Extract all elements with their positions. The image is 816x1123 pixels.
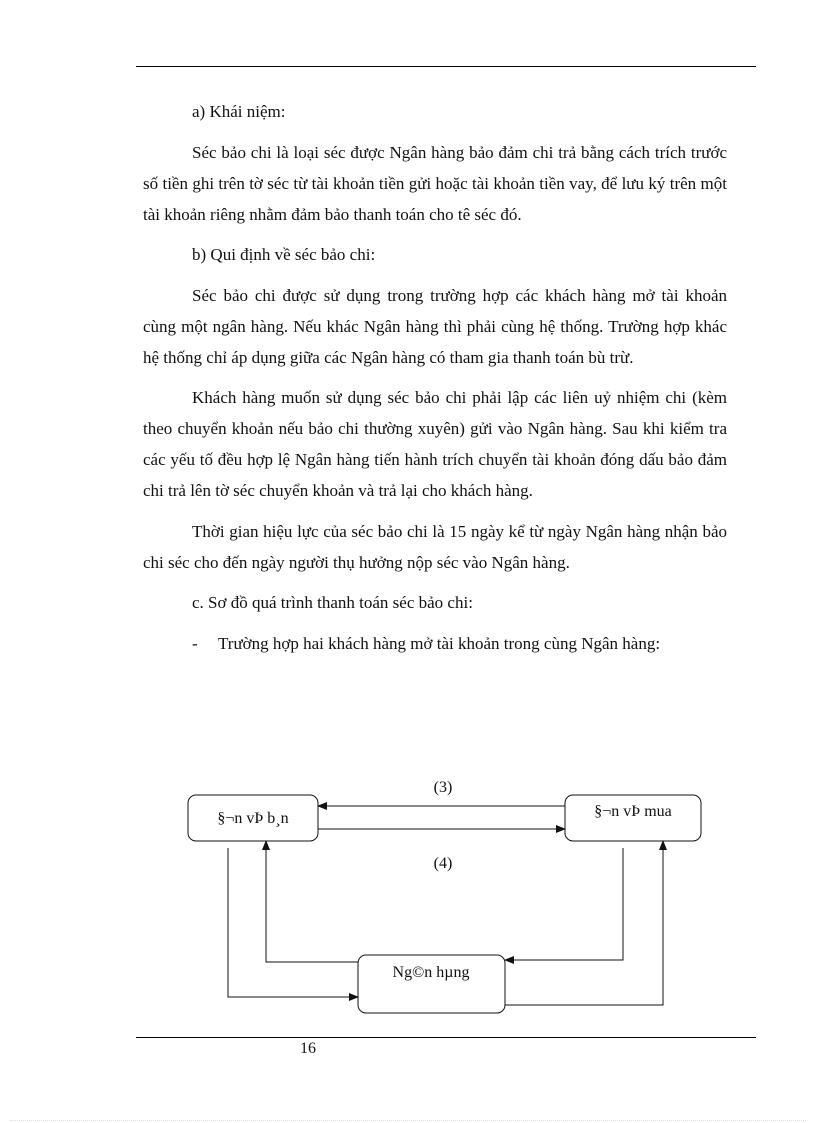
arrow-seller-to-bank <box>228 848 358 997</box>
page-edge-dotted-line <box>10 1120 806 1121</box>
paragraph: Thời gian hiệu lực của séc bảo chi là 15 ngày kể từ ngày Ngân hàng nhận bảo chi séc cho đến ngày người thụ hưởng nộp séc vào Ngân hàng. <box>143 521 727 572</box>
section-heading-c: c. Sơ đồ quá trình thanh toán séc bảo chi: <box>192 593 473 612</box>
seller-label: §¬n vÞ b¸n <box>217 810 289 827</box>
arrow-bank-to-seller <box>266 841 358 962</box>
arrow-buyer-to-bank <box>505 848 623 960</box>
arrow-bank-to-buyer <box>505 841 663 1005</box>
payment-flow-diagram <box>0 740 816 1030</box>
document-body <box>143 96 727 668</box>
bullet-dash: - <box>192 633 198 653</box>
paragraph: Séc bảo chi là loại séc được Ngân hàng bảo đảm chi trả bằng cách trích trước số tiền ghi trên tờ séc từ tài khoản tiền gửi hoặc tài khoản tiền vay, để lưu ký trên một tài khoản riêng nhằm đảm bảo thanh toán cho tê séc đó. <box>143 142 727 224</box>
page-number: 16 <box>300 1040 316 1057</box>
section-heading-b: b) Qui định về séc bảo chi: <box>192 245 376 264</box>
header-rule <box>136 66 756 67</box>
bank-label: Ng©n hµng <box>392 964 470 981</box>
paragraph: Séc bảo chi được sử dụng trong trường hợp các khách hàng mở tài khoản cùng một ngân hàng. Nếu khác Ngân hàng thì phải cùng hệ thống. Trường hợp khác hệ thống chỉ áp dụng giữa các Ngân hàng có tham gia thanh toán bù trừ. <box>143 285 727 367</box>
section-heading-a: a) Khái niệm: <box>192 102 286 121</box>
footer-rule <box>136 1037 756 1038</box>
arrow-4-label: (4) <box>433 855 453 872</box>
bullet-text: Trường hợp hai khách hàng mở tài khoản trong cùng Ngân hàng: <box>218 633 661 653</box>
bullet-item <box>143 628 727 659</box>
paragraph: Khách hàng muốn sử dụng séc bảo chi phải lập các liên uỷ nhiệm chi (kèm theo chuyển khoản nếu bảo chi thường xuyên) gửi vào Ngân hàng. Sau khi kiểm tra các yếu tố đều hợp lệ Ngân hàng tiến hành trích chuyển tài khoản đóng dấu bảo đảm chi trả lên tờ séc chuyển khoản và trả lại cho khách hàng. <box>143 388 727 500</box>
arrow-3-label: (3) <box>433 779 453 796</box>
buyer-label: §¬n vÞ mua <box>594 803 672 820</box>
